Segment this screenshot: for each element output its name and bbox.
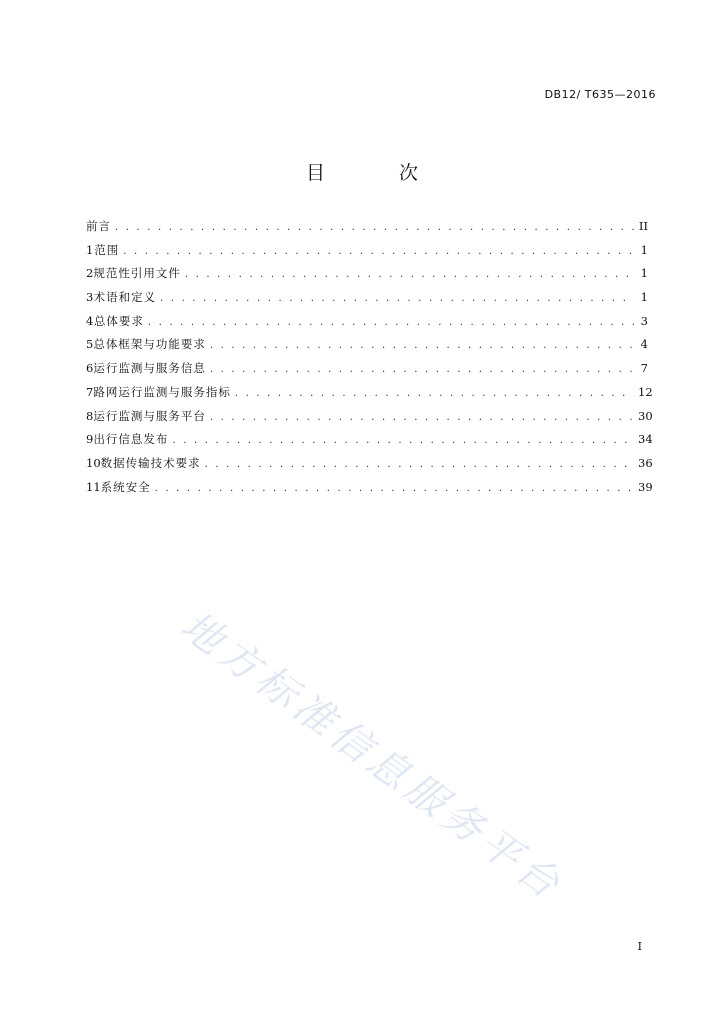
- toc-entry-1[interactable]: [86, 242, 648, 266]
- toc-entry-4[interactable]: [86, 313, 648, 337]
- toc-page: 36: [638, 455, 653, 470]
- toc-label: 路网运行监测与服务指标: [93, 384, 231, 399]
- toc-number: 10: [86, 455, 101, 470]
- toc-number: 3: [86, 290, 94, 305]
- toc-label: 运行监测与服务平台: [93, 408, 206, 423]
- toc-entry-9[interactable]: [86, 431, 653, 455]
- toc-leader: [123, 246, 634, 257]
- toc-number: 7: [86, 384, 94, 399]
- toc-label: 运行监测与服务信息: [93, 361, 206, 376]
- toc-page: 7: [640, 361, 648, 376]
- toc-page: 1: [640, 242, 648, 257]
- toc-page: 1: [640, 266, 648, 281]
- toc-label: 总体框架与功能要求: [93, 337, 206, 352]
- toc-page: II: [638, 219, 648, 233]
- toc-leader: [148, 317, 634, 328]
- toc-page: 1: [640, 290, 648, 305]
- toc-label: 系统安全: [100, 479, 151, 494]
- toc-entry-2[interactable]: [86, 265, 648, 289]
- toc-number: 11: [86, 479, 101, 494]
- toc-leader: [115, 222, 634, 233]
- page-title: 目 次: [305, 162, 453, 184]
- toc-label: 前言: [86, 219, 111, 233]
- toc-page: 30: [638, 408, 653, 423]
- toc-entry-foreword[interactable]: [86, 218, 648, 242]
- toc-label: 总体要求: [93, 313, 144, 328]
- document-code: DB12/ T635—2016: [544, 88, 656, 101]
- toc-leader: [205, 459, 634, 470]
- toc-entry-3[interactable]: [86, 289, 648, 313]
- toc-entry-11[interactable]: [86, 479, 653, 503]
- toc-entry-6[interactable]: [86, 360, 648, 384]
- toc-entry-5[interactable]: [86, 336, 648, 360]
- toc-page: 3: [640, 313, 648, 328]
- toc-leader: [160, 293, 634, 304]
- toc-label: 规范性引用文件: [93, 266, 181, 281]
- toc-page: 4: [640, 337, 648, 352]
- toc-label: 范围: [94, 242, 120, 257]
- toc-leader: [185, 269, 634, 280]
- toc-leader: [210, 364, 634, 375]
- toc-entry-8[interactable]: [86, 408, 653, 432]
- toc-number: 4: [86, 313, 94, 328]
- toc-label: 出行信息发布: [93, 432, 169, 447]
- toc-leader: [210, 412, 634, 423]
- toc-page: 39: [638, 479, 653, 494]
- toc-entry-10[interactable]: [86, 455, 653, 479]
- page-number: I: [637, 940, 642, 953]
- toc-number: 5: [86, 337, 94, 352]
- watermark: 地方标准信息服务平台: [172, 602, 572, 911]
- toc-number: 6: [86, 361, 94, 376]
- toc-number: 1: [86, 242, 94, 257]
- toc-number: 9: [86, 432, 94, 447]
- toc-page: 34: [638, 432, 653, 447]
- toc-leader: [155, 483, 634, 494]
- toc-page: 12: [638, 384, 653, 399]
- toc-leader: [172, 435, 634, 446]
- toc-number: 2: [86, 266, 94, 281]
- toc-leader: [235, 388, 634, 399]
- toc-entry-7[interactable]: [86, 384, 653, 408]
- toc-label: 数据传输技术要求: [100, 455, 201, 470]
- toc-label: 术语和定义: [93, 290, 157, 305]
- toc-number: 8: [86, 408, 94, 423]
- toc-leader: [210, 340, 634, 351]
- table-of-contents: [86, 218, 653, 502]
